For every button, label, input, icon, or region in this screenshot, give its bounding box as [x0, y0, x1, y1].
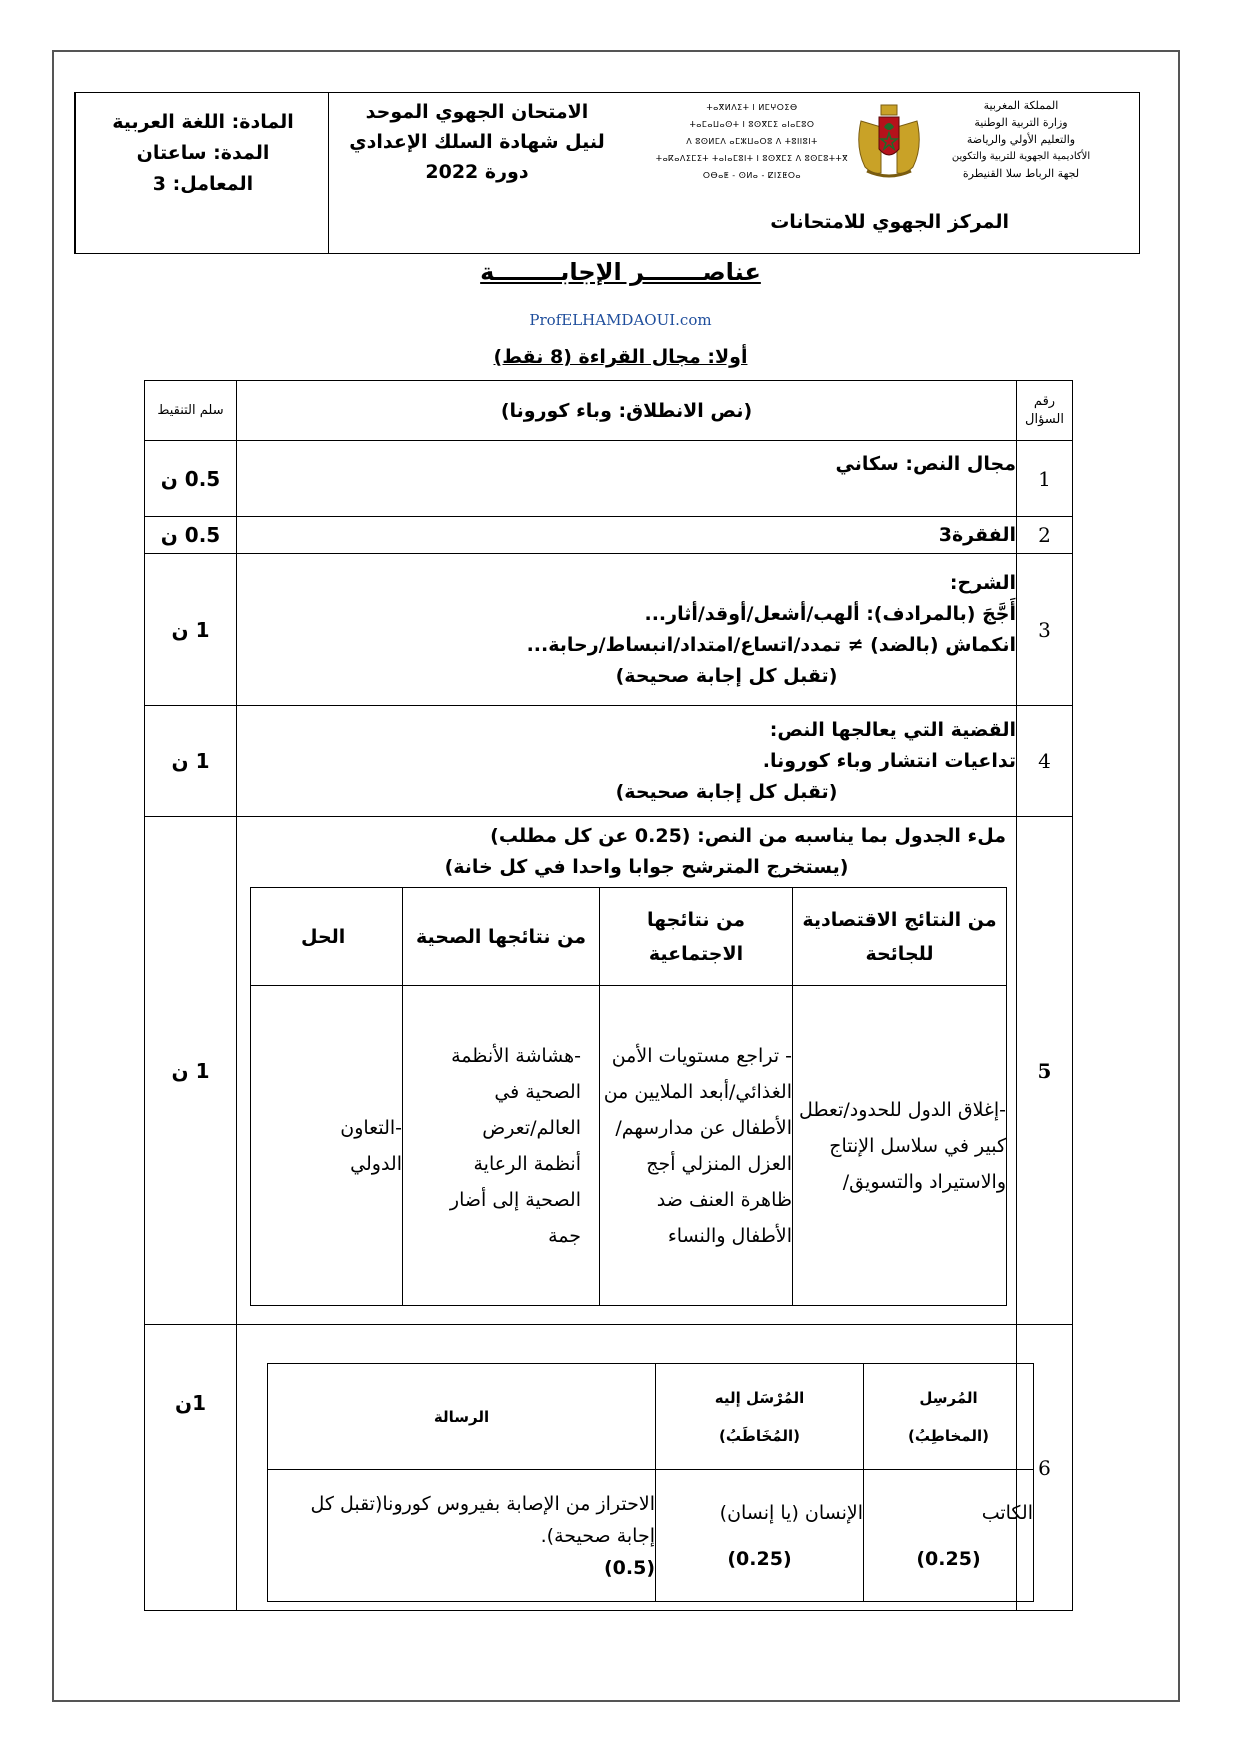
row-content [237, 817, 1017, 1325]
row-score: 1ن [145, 1325, 237, 1611]
answer-line: القضية التي يعالجها النص: [769, 718, 1016, 741]
document-title: عناصـــــــر الإجابــــــــة [480, 258, 761, 286]
col-header-sender: المُرسِل (المخاطِبُ) [864, 1364, 1034, 1470]
kingdom-emblem-icon [851, 97, 927, 181]
row-number: 1 [1017, 441, 1073, 517]
col-header-economic: من النتائج الاقتصادية للجائحة [793, 888, 1007, 986]
answer-line: تداعيات انتشار وباء كورونا. [762, 749, 1016, 772]
ministry-line: لجهة الرباط سلا القنيطرة [962, 167, 1080, 180]
instruction-note: (يستخرج المترشح جوابا واحدا في كل خانة) [444, 856, 849, 878]
tifinagh-block [647, 99, 857, 184]
row-score: 0.5 ن [145, 441, 237, 517]
number-header: رقم السؤال [1017, 381, 1073, 441]
exam-title-line: لنيل شهادة السلك الإعدادي [349, 131, 605, 153]
subject-info [76, 107, 330, 200]
row-number: 2 [1017, 517, 1073, 554]
row-content [237, 517, 1017, 554]
answer-line: الفقرة3 [938, 523, 1016, 546]
row-content [237, 706, 1017, 817]
exam-title-line: الامتحان الجهوي الموحد [365, 101, 589, 123]
consequences-row [251, 986, 1007, 1306]
text-header: (نص الانطلاق: وباء كورونا) [237, 381, 1017, 441]
table-row [145, 706, 1073, 817]
col-header-social: من نتائجها الاجتماعية [600, 888, 793, 986]
exam-header [74, 92, 1140, 254]
col-header-receiver: المُرْسَل إليه (المُخَاطَبُ) [656, 1364, 864, 1470]
row-content [237, 554, 1017, 706]
table-row [145, 817, 1073, 1325]
answer-line: أَجَّجَ (بالمرادف): ألهب/أشعل/أوقد/أثار... [644, 602, 1016, 625]
solution-cell: -التعاون الدولي [251, 986, 403, 1306]
economic-cell: -إغلاق الدول للحدود/تعطل كبير في سلاسل الإنتاج والاستيراد والتسويق/ [793, 986, 1007, 1306]
table-row [145, 554, 1073, 706]
exam-title [329, 97, 625, 187]
row-number: 6 [1017, 1325, 1073, 1611]
ministry-line: والتعليم الأولي والرياضة [966, 133, 1076, 146]
section-title: أولا: مجال القراءة (8 نقط) [493, 346, 748, 368]
subject-info-cell [75, 93, 330, 253]
table-row [145, 1325, 1073, 1611]
exam-session: دورة 2022 [425, 161, 529, 183]
exam-title-cell [328, 93, 625, 253]
coefficient-line: المعامل: 3 [152, 173, 254, 195]
receiver-cell: الإنسان (يا إنسان) (0.25) [656, 1470, 864, 1602]
ministry-line: الأكاديمية الجهوية للتربية والتكوين [951, 151, 1091, 162]
row-number: 4 [1017, 706, 1073, 817]
row-content [237, 1325, 1033, 1611]
row-number: 3 [1017, 554, 1073, 706]
ministry-cell [625, 93, 1139, 253]
regional-center-label: المركز الجهوي للامتحانات [770, 211, 1009, 233]
row-score: 1 ن [145, 706, 237, 817]
communication-table [267, 1363, 1034, 1602]
score-header: سلم التنقيط [145, 381, 237, 441]
watermark-link[interactable]: ProfELHAMDAOUI.com [529, 311, 712, 329]
col-header-solution: الحل [251, 888, 403, 986]
communication-header-row [268, 1364, 1034, 1470]
tifinagh-line: ⵜⴰⵎⴰⵡⴰⵙⵜ ⵏ ⵓⵙⴳⵎⵉ ⴰⵏⴰⵎⵓⵔ [689, 120, 815, 129]
ministry-line: المملكة المغربية [983, 99, 1059, 112]
answer-note: (تقبل كل إجابة صحيحة) [615, 664, 838, 687]
tifinagh-line: ⵔⴱⴰⵟ - ⵙⵍⴰ - ⵇⵏⵉⵟⵔⴰ [702, 171, 802, 180]
table-row [145, 441, 1073, 517]
tifinagh-line: ⵜⴰⴽⴰⴷⵉⵎⵉⵜ ⵜⴰⵏⴰⵎⵓⵏⵜ ⵏ ⵓⵙⴳⵎⵉ ⴷ ⵓⵙⵎⵓⵜⵜⴳ [655, 154, 849, 163]
answer-note: (تقبل كل إجابة صحيحة) [615, 780, 838, 803]
row-number: 5 [1017, 817, 1073, 1325]
table-row [145, 517, 1073, 554]
row-score: 1 ن [145, 554, 237, 706]
sender-cell: الكاتب (0.25) [864, 1470, 1034, 1602]
row-content [237, 441, 1017, 517]
social-cell: - تراجع مستويات الأمن الغذائي/أبعد الملايين من الأطفال عن مدارسهم/العزل المنزلي أجج ظاهرة العنف ضد الأطفال والنساء [600, 986, 793, 1306]
col-header-health: من نتائجها الصحية [403, 888, 600, 986]
ministry-line: وزارة التربية الوطنية [974, 116, 1068, 129]
health-cell: -هشاشة الأنظمة الصحية في العالم/تعرض أنظمة الرعاية الصحية إلى أضار جمة [403, 986, 600, 1306]
ministry-block [915, 97, 1127, 182]
consequences-header-row [251, 888, 1007, 986]
table-header-row [145, 381, 1073, 441]
answer-line: الشرح: [949, 571, 1016, 594]
row-score: 1 ن [145, 817, 237, 1325]
subject-line: المادة: اللغة العربية [112, 111, 294, 133]
instruction-line: ملء الجدول بما يناسبه من النص: (0.25 عن كل مطلب) [490, 825, 1006, 847]
answer-line: انكماش (بالضد) ≠ تمدد/اتساع/امتداد/انبساط/رحابة... [526, 633, 1016, 656]
col-header-message: الرسالة [268, 1364, 656, 1470]
answer-line: مجال النص: سكاني [835, 453, 1016, 475]
answers-table [144, 380, 1073, 1611]
message-cell: الاحتراز من الإصابة بفيروس كورونا(تقبل كل إجابة صحيحة). (0.5) [268, 1470, 656, 1602]
row-score: 0.5 ن [145, 517, 237, 554]
consequences-table [250, 887, 1007, 1306]
communication-row [268, 1470, 1034, 1602]
duration-line: المدة: ساعتان [136, 142, 270, 164]
tifinagh-line: ⴷ ⵓⵙⵍⵎⴷ ⴰⵎⵣⵡⴰⵔⵓ ⴷ ⵜⵓⵏⵏⵓⵏⵜ [686, 137, 818, 146]
tifinagh-line: ⵜⴰⴳⵍⴷⵉⵜ ⵏ ⵍⵎⵖⵔⵉⴱ [706, 103, 798, 112]
